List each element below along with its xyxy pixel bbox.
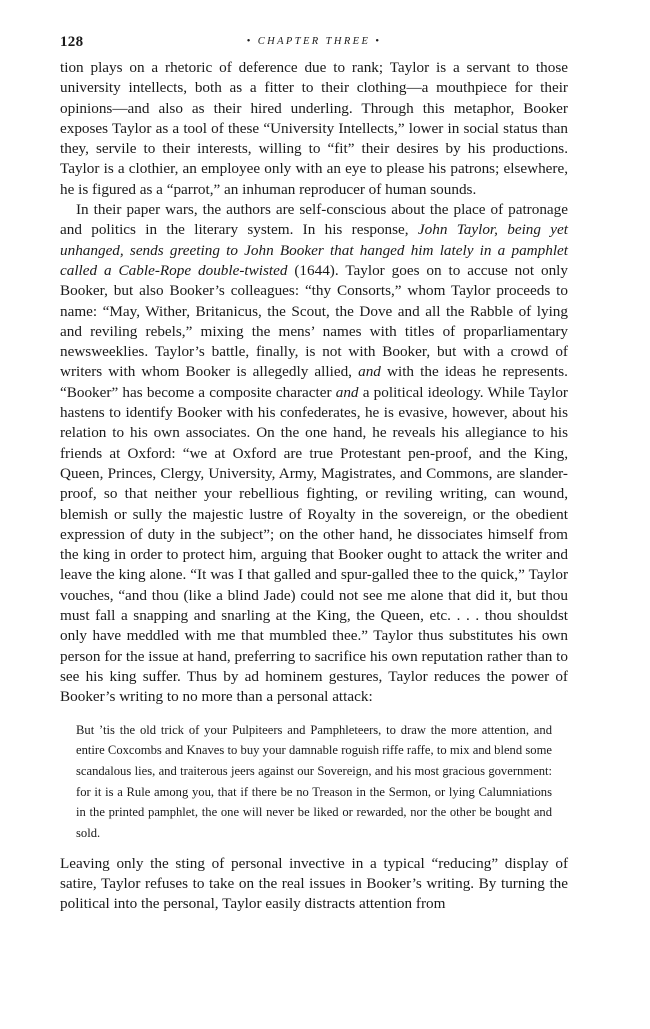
- text-run: a political ideology. While Taylor hastens to identify Booker with his confederates, he is evasive, however, about his relation to his own associates. On the one hand, he reveals his allegiance to his friends at Oxford: “we at Oxford are true Protestant pen-proof, and the King, Queen, Princes, Clergy, University, Army, Magistrates, and Commons, are slander-proof, so that neither your rebellious fighting, or reviling writing, can wound, blemish or sully the majestic lustre of Royalty in the sovereign, or the obedient expression of duty in the subject”; on the other hand, he dissociates himself from the king in order to protect him, arguing that Booker ought to attack the writer and leave the king alone. “It was I that galled and spur-galled thee to the quick,” Taylor vouches, “and thou (like a blind Jade) could not see me alone that did it, but thou must fall a snapping and snarling at the King, the Queen, etc. . . . thou shouldst only have meddled with me that mumbled thee.” Taylor thus substitutes his own person for the issue at hand, preferring to sacrifice his own reputation rather than to see his king suffer. Thus by ad hominem gestures, Taylor reduces the power of Booker’s writing to no more than a personal attack:: [60, 383, 568, 706]
- book-page: [60, 34, 568, 915]
- paragraph-1: [60, 58, 568, 200]
- text-run: with the ideas he represents. “Booker” has become a composite character: [60, 363, 568, 401]
- text-run: (1644). Taylor goes on to accuse not only Booker, but also Booker’s colleagues: “thy Consorts,” whom Taylor proceeds to name: “May, Wither, Britanicus, the Scout, the Dove and all the Rabble of lying and reviling rebels,” mixing the mens’ names with titles of proparliamentary newsweeklies. Taylor’s battle, finally, is not with Booker, but with a crowd of writers with whom Booker is allegedly allied,: [60, 261, 568, 381]
- body-text: [60, 58, 568, 708]
- italic-text-run: and: [335, 383, 359, 401]
- running-head: [60, 34, 568, 58]
- block-quotation-text: But ’tis the old trick of your Pulpiteers and Pamphleteers, to draw the more attention, and entire Coxcombs and Knaves to buy your damnable roguish riffe raffe, to mix and blend some scandalous lies, and traiterous jeers against our Sovereign, and his most gracious government: for it is a Rule among you, that if there be no Treason in the Sermon, or lying Calumniations in the printed pamphlet, the one will never be liked or rewarded, nor the other be bought and sold.: [76, 722, 552, 841]
- text-run: In their paper wars, the authors are self-conscious about the place of patronage and politics in the literary system. In his response,: [60, 201, 568, 239]
- text-run: tion plays on a rhetoric of deference due to rank; Taylor is a servant to those university intellects, both as a fitter to their clothing—a mouthpiece for their opinions—and also as their hired underling. Through this metaphor, Booker exposes Taylor as a tool of these “University Intellects,” lower in social status than they, servile to their interests, willing to “fit” their desires by his productions. Taylor is a clothier, an employee only with an eye to please his patrons; elsewhere, he is figured as a “parrot,” an inhuman reproducer of human sounds.: [60, 59, 568, 198]
- paragraph-2: [60, 200, 568, 707]
- body-text-continued: [60, 854, 568, 915]
- block-quotation: [76, 720, 552, 844]
- paragraph-3: Leaving only the sting of personal invective in a typical “reducing” display of satire, Taylor refuses to take on the real issues in Booker’s writing. By turning the political into the personal, Taylor easily distracts attention from: [60, 854, 568, 913]
- page-number: 128: [60, 34, 84, 50]
- italic-text-run: John Taylor, being yet unhanged, sends greeting to John Booker that hanged him lately in a pamphlet called a Cable-Rope double-twisted: [60, 221, 569, 279]
- italic-text-run: and: [358, 363, 381, 381]
- chapter-heading: • CHAPTER THREE •: [246, 36, 382, 47]
